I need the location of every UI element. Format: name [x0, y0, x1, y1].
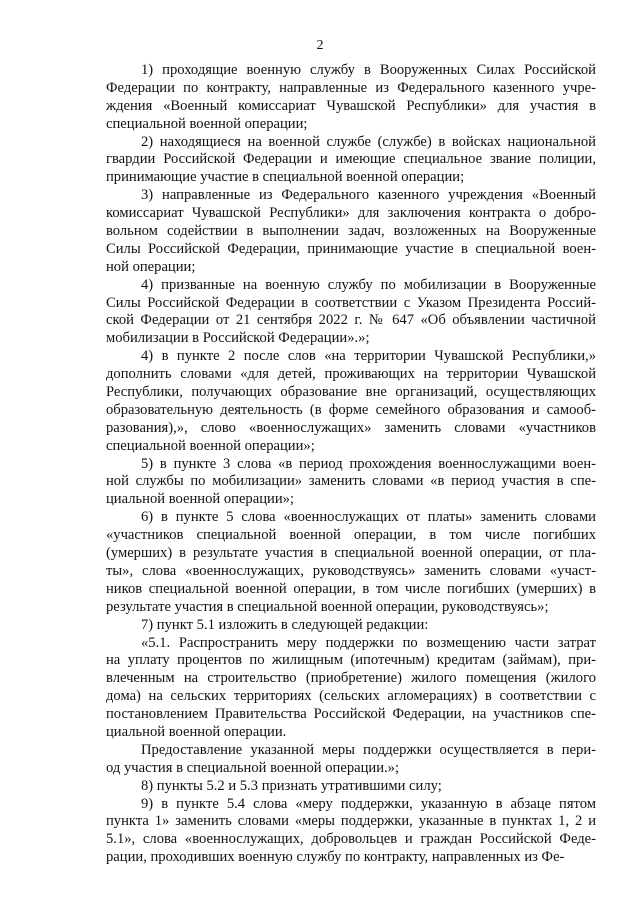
- text-line: 4) призванные на военную службу по мобилизации в Вооруженные: [141, 276, 596, 293]
- text-line: Силы Российской Федерации в соответствии с Указом Президента Россий-: [106, 294, 596, 311]
- document-body: [106, 62, 596, 867]
- text-line: 1) проходящие военную службу в Вооруженных Силах Российской: [141, 62, 596, 78]
- text-line: гвардии Российской Федерации и имеющие специальное звание полиции,: [106, 151, 596, 168]
- text-line: «участников специальной военной операции, в том числе погибших: [106, 527, 596, 544]
- text-line: образовательную деятельность (в форме семейного образования и самооб-: [106, 401, 596, 418]
- text-line: 2) находящиеся на военной службе (службе) в войсках национальной: [141, 133, 596, 150]
- text-line: пункта 1» заменить словами «меры поддержки, указанные в пунктах 1, 2 и: [106, 813, 596, 830]
- paragraph: [106, 187, 596, 276]
- text-line: специальной военной операции;: [106, 115, 308, 132]
- text-line: рации, проходивших военную службу по контракту, направленных из Фе-: [106, 849, 565, 866]
- text-line: 4) в пункте 2 после слов «на территории Чувашской Республики,»: [141, 348, 596, 365]
- text-line: ской Федерации от 21 сентября 2022 г. № 647 «Об объявлении частичной: [106, 312, 596, 329]
- text-line: 5) в пункте 3 слова «в период прохождения военнослужащими воен-: [141, 455, 596, 472]
- text-line: результате участия в специальной военной операции, руководствуясь»;: [106, 598, 549, 615]
- text-line: циальной военной операции»;: [106, 491, 294, 508]
- text-line: на уплату процентов по жилищным (ипотечным) кредитам (займам), при-: [106, 652, 596, 669]
- paragraph: [106, 62, 596, 134]
- text-line: вольном содействии в выполнении задач, возложенных на Вооруженные: [106, 223, 596, 240]
- text-line: (умерших) в результате участия в специальной военной операции, от пла-: [106, 545, 596, 562]
- paragraph: [106, 742, 596, 778]
- text-line: ной операции;: [106, 258, 196, 275]
- text-line: Республики, получающих образование вне организаций, осуществляющих: [106, 384, 596, 401]
- text-line: влеченным на строительство (приобретение) жилого помещения (жилого: [106, 670, 596, 687]
- text-line: 8) пункты 5.2 и 5.3 признать утратившими силу;: [141, 777, 442, 794]
- text-line: специальной военной операции»;: [106, 437, 315, 454]
- text-line: 6) в пункте 5 слова «военнослужащих от платы» заменить словами: [141, 509, 596, 526]
- text-line: дома) на сельских территориях (сельских агломерациях) в соответствии с: [106, 688, 596, 705]
- paragraph: [106, 617, 596, 635]
- text-line: дополнить словами «для детей, проживающих на территории Чувашской: [106, 366, 596, 383]
- text-line: 5.1», слова «военнослужащих, добровольцев и граждан Российской Феде-: [106, 831, 596, 848]
- text-line: Силы Российской Федерации, принимающие участие в специальной воен-: [106, 240, 596, 257]
- text-line: Федерации по контракту, направленные из Федерального казенного учре-: [106, 79, 596, 96]
- paragraph: [106, 134, 596, 188]
- text-line: циальной военной операции.: [106, 723, 287, 740]
- text-line: мобилизации в Российской Федерации».»;: [106, 330, 370, 347]
- page-number: 2: [316, 38, 324, 53]
- text-line: ждения «Военный комиссариат Чувашской Республики» для участия в: [106, 97, 596, 114]
- text-line: комиссариат Чувашской Республики» для заключения контракта о добро-: [106, 205, 596, 222]
- paragraph: [106, 509, 596, 616]
- text-line: 7) пункт 5.1 изложить в следующей редакции:: [141, 616, 429, 633]
- paragraph: [106, 796, 596, 868]
- text-line: разования),», слово «военнослужащих» заменить словами «участников: [106, 419, 596, 436]
- text-line: од участия в специальной военной операции.»;: [106, 759, 400, 776]
- paragraph: [106, 635, 596, 742]
- text-line: ников специальной военной операции, в том числе погибших (умерших) в: [106, 580, 596, 597]
- text-line: ты», слова «военнослужащих, руководствуясь» заменить словами «участ-: [106, 562, 596, 579]
- text-line: Предоставление указанной меры поддержки осуществляется в пери-: [141, 741, 596, 758]
- text-line: 3) направленные из Федерального казенного учреждения «Военный: [141, 187, 596, 204]
- text-line: 9) в пункте 5.4 слова «меру поддержки, указанную в абзаце пятом: [141, 795, 596, 812]
- text-line: «5.1. Распространить меру поддержки по возмещению части затрат: [141, 634, 596, 651]
- paragraph: [106, 778, 596, 796]
- text-line: ной службы по мобилизации» заменить словами «в период участия в спе-: [106, 473, 596, 490]
- paragraph: [106, 348, 596, 455]
- paragraph: [106, 456, 596, 510]
- text-line: постановлением Правительства Российской Федерации, на участников спе-: [106, 706, 596, 723]
- text-line: принимающие участие в специальной военной операции;: [106, 169, 465, 186]
- paragraph: [106, 277, 596, 349]
